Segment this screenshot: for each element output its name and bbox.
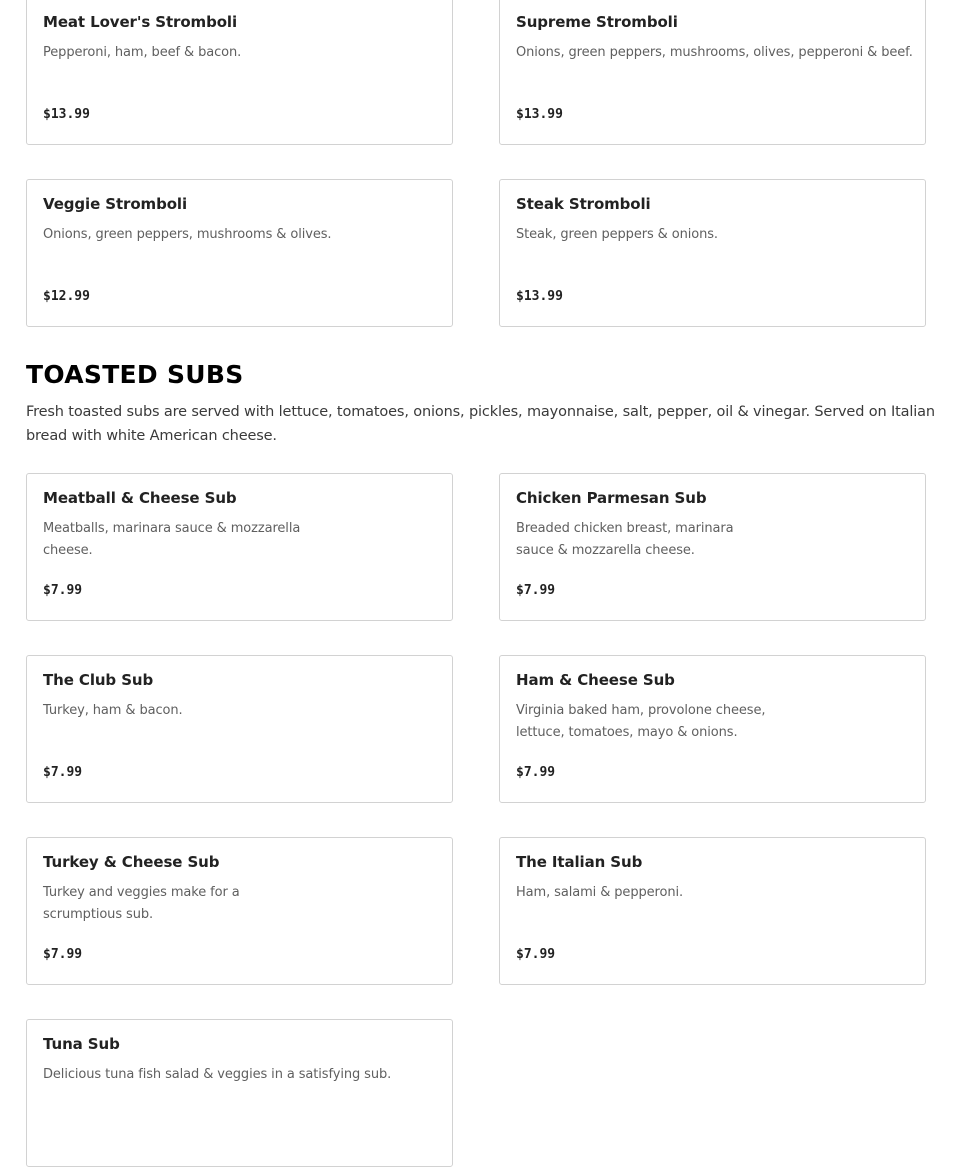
menu-item-description: Onions, green peppers, mushrooms & olives. xyxy=(43,227,332,242)
menu-item-name: Tuna Sub xyxy=(43,1035,120,1053)
menu-item-description: Turkey and veggies make for a scrumptious sub. xyxy=(43,885,240,922)
menu-item-name: Veggie Stromboli xyxy=(43,195,188,213)
menu-item-price: $7.99 xyxy=(516,583,556,598)
menu-item-price: $7.99 xyxy=(43,765,83,780)
menu-item-card[interactable] xyxy=(499,655,926,803)
section-title: TOASTED SUBS xyxy=(26,360,244,389)
menu-item-description: Ham, salami & pepperoni. xyxy=(516,885,684,900)
menu-item-description: Pepperoni, ham, beef & bacon. xyxy=(43,45,242,60)
menu-item-card[interactable] xyxy=(499,0,926,145)
section-description: Fresh toasted subs are served with lettuce, tomatoes, onions, pickles, mayonnaise, salt, pepper, oil & vinegar. Served on Italian bread with white American cheese. xyxy=(26,404,935,444)
menu-item-card[interactable] xyxy=(26,473,453,621)
menu-item-description: Onions, green peppers, mushrooms, olives, pepperoni & beef. xyxy=(516,45,913,60)
menu-item-name: Turkey & Cheese Sub xyxy=(43,853,220,871)
menu-item-description: Breaded chicken breast, marinara sauce & mozzarella cheese. xyxy=(516,521,734,558)
menu-item-card[interactable] xyxy=(26,655,453,803)
menu-item-price: $7.99 xyxy=(43,947,83,962)
menu-item-card[interactable] xyxy=(26,0,453,145)
menu-item-name: Steak Stromboli xyxy=(516,195,651,213)
menu-item-description: Turkey, ham & bacon. xyxy=(43,703,183,718)
menu-item-price: $7.99 xyxy=(516,947,556,962)
menu-item-name: Supreme Stromboli xyxy=(516,13,678,31)
menu-item-name: Chicken Parmesan Sub xyxy=(516,489,707,507)
menu-item-name: Meat Lover's Stromboli xyxy=(43,13,238,31)
menu-item-price: $7.99 xyxy=(516,765,556,780)
menu-item-description: Steak, green peppers & onions. xyxy=(516,227,718,242)
menu-item-name: Meatball & Cheese Sub xyxy=(43,489,237,507)
menu-item-card[interactable] xyxy=(499,179,926,327)
menu-item-name: The Italian Sub xyxy=(516,853,643,871)
menu-item-description: Delicious tuna fish salad & veggies in a satisfying sub. xyxy=(43,1067,392,1082)
menu-item-price: $13.99 xyxy=(43,107,90,122)
menu-item-price: $7.99 xyxy=(43,583,83,598)
menu-item-card[interactable] xyxy=(26,837,453,985)
menu-item-card[interactable] xyxy=(26,1019,453,1167)
menu-item-price: $13.99 xyxy=(516,289,563,304)
menu-item-price: $13.99 xyxy=(516,107,563,122)
menu-item-card[interactable] xyxy=(499,473,926,621)
menu-item-name: The Club Sub xyxy=(43,671,154,689)
menu-item-description: Virginia baked ham, provolone cheese, lettuce, tomatoes, mayo & onions. xyxy=(516,703,766,740)
menu-item-card[interactable] xyxy=(26,179,453,327)
menu-item-price: $12.99 xyxy=(43,289,90,304)
menu-item-description: Meatballs, marinara sauce & mozzarella cheese. xyxy=(43,521,301,558)
menu-item-name: Ham & Cheese Sub xyxy=(516,671,675,689)
menu-item-card[interactable] xyxy=(499,837,926,985)
